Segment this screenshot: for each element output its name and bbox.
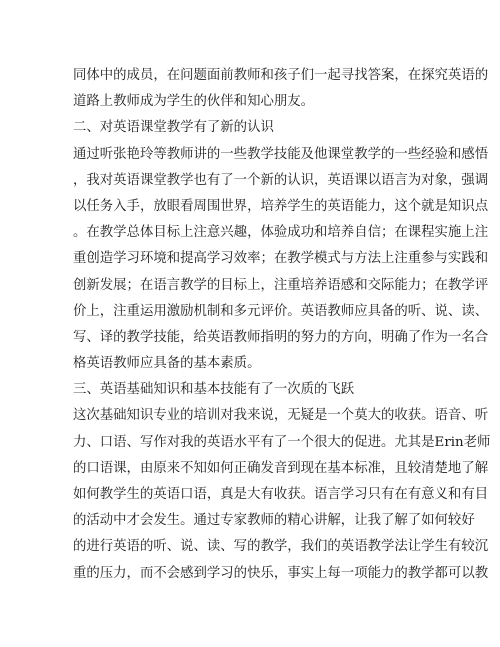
document-body <box>73 63 491 587</box>
paragraph-line-4: 通过听张艳玲等教师讲的一些教学技能及他课堂教学的一些经验和感悟 <box>73 146 489 162</box>
paragraph-line-17: 如何教学生的英语口语，真是大有收获。语言学习只有在有意义和有目 <box>73 487 489 502</box>
paragraph-line-16: 的口语课，由原来不知如何正确发音到现在基本标准，且较清楚地了解 <box>73 460 489 476</box>
paragraph-line-1: 同体中的成员，在问题面前教师和孩子们一起寻找答案，在探究英语的 <box>73 68 489 83</box>
paragraph-line-2: 道路上教师成为学生的伙伴和知心朋友。 <box>73 94 315 110</box>
paragraph-line-11: 写、译的教学技能，给英语教师指明的努力的方向，明确了作为一名合 <box>73 329 489 345</box>
paragraph-line-12: 格英语教师应具备的基本素质。 <box>73 356 261 372</box>
section-heading-2: 二、对英语课堂教学有了新的认识 <box>73 120 274 136</box>
paragraph-line-18: 的活动中才会发生。通过专家教师的精心讲解，让我了解了如何较好 <box>73 513 475 529</box>
paragraph-line-7: 。在教学总体目标上注意兴趣，体验成功和培养自信；在课程实施上注 <box>73 225 489 241</box>
paragraph-line-14: 这次基础知识专业的培训对我来说，无疑是一个莫大的收获。语音、听 <box>73 408 489 424</box>
paragraph-line-10: 价上，注重运用激励机制和多元评价。英语教师应具备的听、说、读、 <box>73 303 489 319</box>
paragraph-line-19: 的进行英语的听、说、读、写的教学，我们的英语教学法让学生有较沉 <box>73 539 489 555</box>
paragraph-line-6: 以任务入手，放眼看周围世界，培养学生的英语能力，这个就是知识点 <box>73 198 489 214</box>
paragraph-line-8: 重创造学习环境和提高学习效率；在教学模式与方法上注重参与实践和 <box>73 251 489 267</box>
paragraph-line-5: ，我对英语课堂教学也有了一个新的认识，英语课以语言为对象，强调 <box>73 172 489 188</box>
paragraph-line-9: 创新发展；在语言教学的目标上，注重培养语感和交际能力；在教学评 <box>73 277 489 293</box>
section-heading-3: 三、英语基础知识和基本技能有了一次质的飞跃 <box>73 382 355 398</box>
paragraph-line-15: 力、口语、写作对我的英语水平有了一个很大的促进。尤其是Erin老师 <box>73 434 491 450</box>
paragraph-line-20: 重的压力，而不会感到学习的快乐，事实上每一项能力的教学都可以教 <box>73 565 489 581</box>
